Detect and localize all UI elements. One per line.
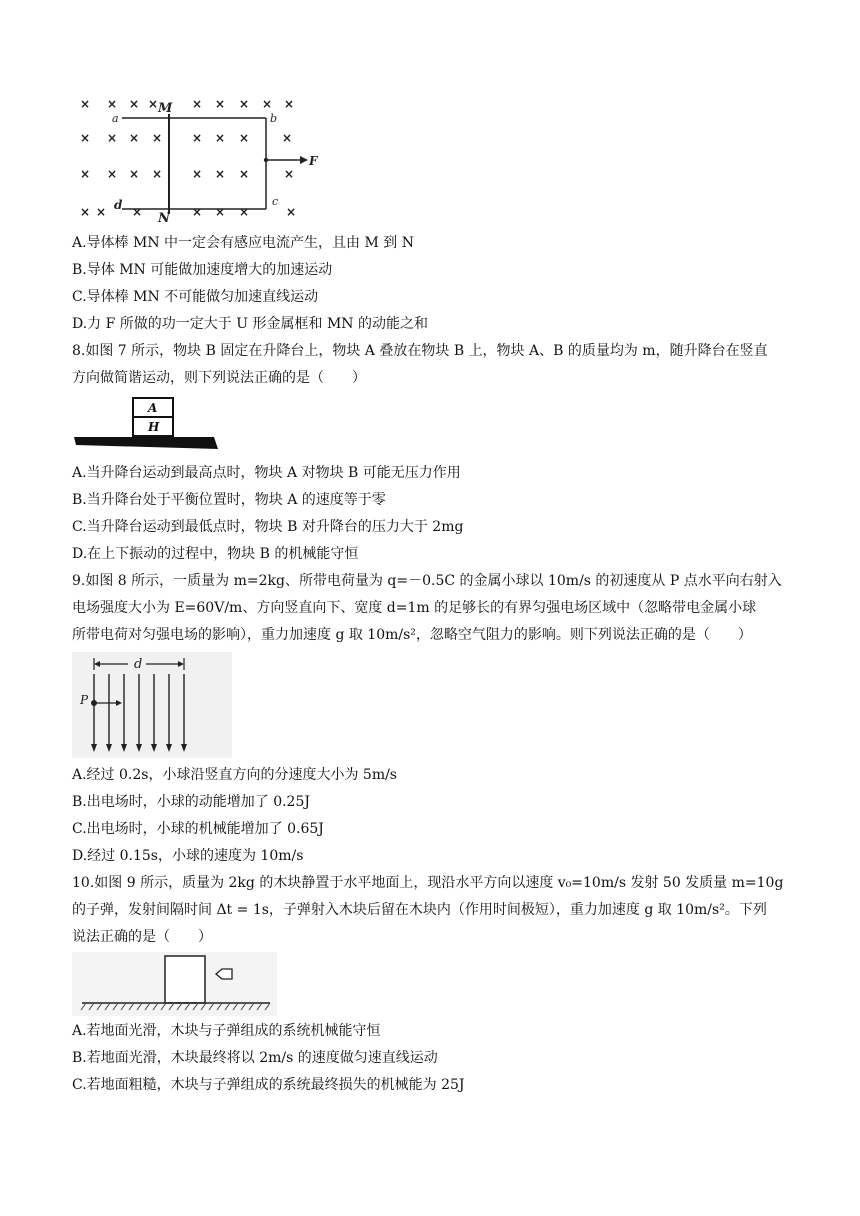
field-x: × [215, 97, 226, 111]
field-x: × [129, 97, 140, 111]
field-x: × [152, 167, 163, 181]
figure-block-bullet [72, 952, 277, 1016]
q9-option-b: B.出电场时，小球的动能增加了 0.25J [72, 794, 310, 810]
label-d: d [114, 198, 123, 212]
label-f: F [309, 154, 318, 168]
wooden-block [165, 956, 205, 1003]
q8-stem-line2: 方向做简谐运动，则下列说法正确的是（ ） [72, 370, 366, 386]
u-frame-diagram [72, 92, 332, 224]
q7-option-d: D.力 F 所做的功一定大于 U 形金属框和 MN 的动能之和 [72, 316, 428, 332]
field-x: × [286, 205, 297, 219]
field-x: × [80, 97, 91, 111]
q8-option-a: A.当升降台运动到最高点时，物块 A 对物块 B 可能无压力作用 [72, 465, 461, 481]
field-x: × [239, 167, 250, 181]
field-x: × [129, 131, 140, 145]
label-n: N [158, 211, 170, 224]
field-x: × [284, 97, 295, 111]
field-x: × [192, 97, 203, 111]
force-arrow-head [300, 156, 308, 164]
field-x: × [262, 97, 273, 111]
field-x: × [239, 97, 250, 111]
field-x: × [192, 167, 203, 181]
q7-option-a: A.导体棒 MN 中一定会有感应电流产生，且由 M 到 N [72, 235, 414, 251]
q8-option-d: D.在上下振动的过程中，物块 B 的机械能守恒 [72, 546, 359, 562]
field-x: × [215, 131, 226, 145]
q7-option-b: B.导体 MN 可能做加速度增大的加速运动 [72, 262, 333, 278]
field-x: × [192, 205, 203, 219]
q9-option-c: C.出电场时，小球的机械能增加了 0.65J [72, 821, 324, 837]
field-x: × [282, 131, 293, 145]
q9-stem-line3: 所带电荷对匀强电场的影响），重力加速度 g 取 10m/s²，忽略空气阻力的影响。则下列说法正确的是（ ） [72, 627, 752, 643]
q10-stem-line3: 说法正确的是（ ） [72, 929, 212, 945]
field-x: × [239, 205, 250, 219]
electric-field-diagram [72, 652, 232, 758]
field-x: × [152, 131, 163, 145]
field-x: × [215, 205, 226, 219]
field-x: × [284, 167, 295, 181]
label-c: c [272, 195, 279, 208]
q9-option-a: A.经过 0.2s，小球沿竖直方向的分速度大小为 5m/s [72, 767, 397, 783]
figure-electric-field [72, 652, 232, 758]
label-block-b: H [148, 420, 160, 434]
label-m: M [158, 101, 173, 116]
q10-stem-line2: 的子弹，发射间隔时间 Δt = 1s，子弹射入木块后留在木块内（作用时间极短），重力加速度 g 取 10m/s²。下列 [72, 902, 767, 918]
q9-stem-line2: 电场强度大小为 E=60V/m、方向竖直向下、宽度 d=1m 的足够长的有界匀强电场区域中（忽略带电金属小球 [72, 600, 757, 616]
field-x: × [132, 205, 143, 219]
field-x: × [80, 131, 91, 145]
field-x: × [215, 167, 226, 181]
label-p: P [80, 693, 89, 707]
field-x: × [80, 167, 91, 181]
field-x: × [129, 167, 140, 181]
field-x: × [192, 131, 203, 145]
field-x: × [107, 97, 118, 111]
q8-stem-line1: 8.如图 7 所示，物块 B 固定在升降台上，物块 A 叠放在物块 B 上，物块 A、B 的质量均为 m，随升降台在竖直 [72, 343, 768, 359]
q10-stem-line1: 10.如图 9 所示，质量为 2kg 的木块静置于水平地面上，现沿水平方向以速度 v₀=10m/s 发射 50 发质量 m=10g [72, 875, 784, 891]
q8-option-b: B.当升降台处于平衡位置时，物块 A 的速度等于零 [72, 492, 386, 508]
label-d: d [134, 657, 143, 672]
q7-option-c: C.导体棒 MN 不可能做匀加速直线运动 [72, 289, 319, 305]
field-x: × [107, 131, 118, 145]
field-x: × [107, 167, 118, 181]
block-bullet-diagram [72, 952, 277, 1016]
q10-option-c: C.若地面粗糙，木块与子弹组成的系统最终损失的机械能为 25J [72, 1077, 465, 1093]
lift-platform [74, 437, 218, 449]
q8-option-c: C.当升降台运动到最低点时，物块 B 对升降台的压力大于 2mg [72, 519, 464, 535]
q9-stem-line1: 9.如图 8 所示，一质量为 m=2kg、所带电荷量为 q=－0.5C 的金属小球以 10m/s 的初速度从 P 点水平向右射入 [72, 573, 782, 589]
label-block-a: A [148, 401, 158, 415]
q9-option-d: D.经过 0.15s，小球的速度为 10m/s [72, 848, 304, 864]
field-x: × [148, 97, 159, 111]
label-a: a [112, 112, 119, 125]
stacked-blocks-diagram [74, 396, 224, 454]
figure-stacked-blocks [74, 396, 224, 454]
q10-option-a: A.若地面光滑，木块与子弹组成的系统机械能守恒 [72, 1023, 381, 1039]
q10-option-b: B.若地面光滑，木块最终将以 2m/s 的速度做匀速直线运动 [72, 1050, 438, 1066]
field-x: × [239, 131, 250, 145]
field-x: × [96, 205, 107, 219]
label-b: b [270, 112, 278, 125]
figure-u-frame [72, 92, 332, 224]
field-x: × [80, 205, 91, 219]
